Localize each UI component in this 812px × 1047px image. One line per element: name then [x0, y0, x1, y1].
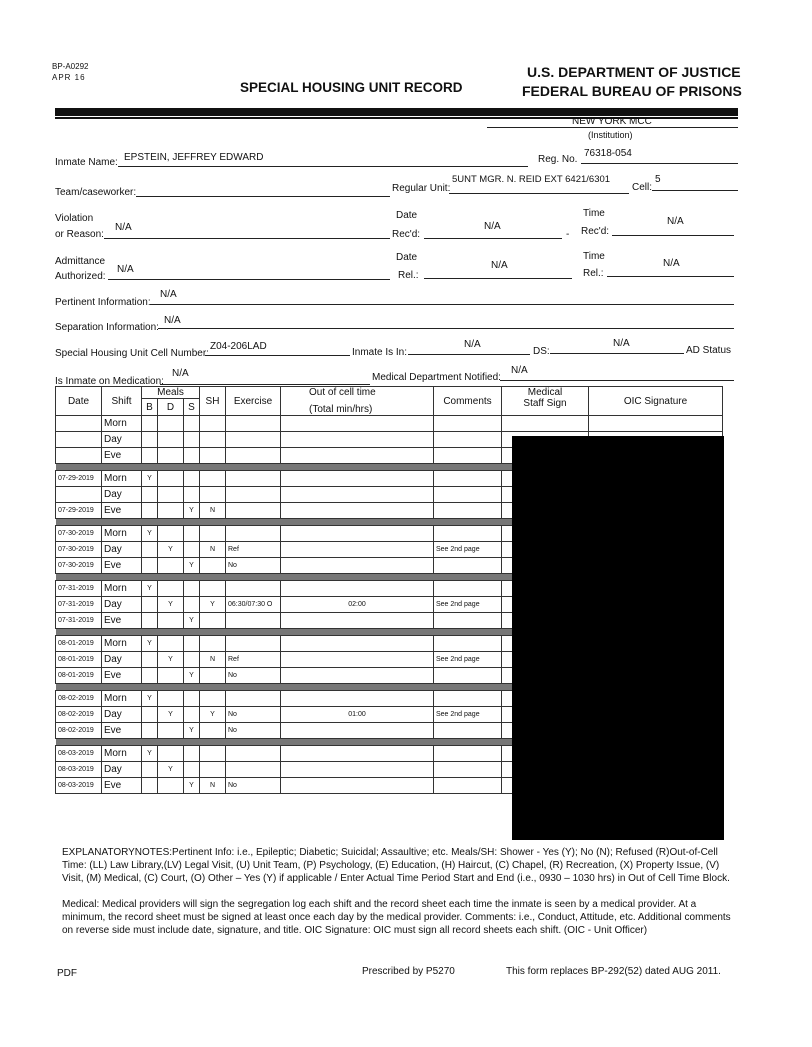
form-date: APR 16 — [52, 73, 86, 82]
cell-d — [158, 668, 184, 684]
cell-s: Y — [184, 778, 200, 794]
cell-d: Y — [158, 707, 184, 723]
cell-exercise — [226, 762, 281, 778]
cell-shift: Day — [102, 762, 142, 778]
cell-exercise — [226, 503, 281, 519]
cell-comments — [434, 503, 502, 519]
cell-exercise — [226, 471, 281, 487]
cell-sh: N — [200, 503, 226, 519]
col-meals-header: Meals — [142, 387, 200, 399]
reg-no-value: 76318-054 — [584, 148, 632, 159]
cell-d — [158, 613, 184, 629]
date-recd-line — [424, 238, 562, 239]
cell-out: 02:00 — [281, 597, 434, 613]
cell-exercise — [226, 581, 281, 597]
cell-shift: Eve — [102, 778, 142, 794]
ds-label: DS: — [533, 346, 550, 357]
cell-date: 07-29-2019 — [56, 471, 102, 487]
cell-exercise — [226, 448, 281, 464]
cell-shift: Day — [102, 597, 142, 613]
cell-date: 07-31-2019 — [56, 597, 102, 613]
cell-exercise: Ref — [226, 652, 281, 668]
cell-s — [184, 581, 200, 597]
cell-shift: Day — [102, 707, 142, 723]
cell-b — [142, 487, 158, 503]
inmate-name-value: EPSTEIN, JEFFREY EDWARD — [124, 152, 264, 163]
medical-notified-line — [500, 380, 734, 381]
cell-shift: Eve — [102, 448, 142, 464]
separation-value: N/A — [164, 315, 181, 326]
cell-b — [142, 723, 158, 739]
explanatory-notes: EXPLANATORYNOTES:Pertinent Info: i.e., Epileptic; Diabetic; Suicidal; Assaultive; etc. Meals/SH: Shower - Yes (Y); No (N); Refused (R)Out-of-Cell Time: (LL) Law Library,(LV) Legal Visit, (U) Unit Team, (P) Psychology, (E) Education, (H) Haircut, (C) Chapel, (R) Recreation, (X) Property Issue, (V) Visit, (M) Medical, (C) Court, (O) Other – Yes (Y) if applicable / Enter Actual Time Period Start and End (i.e., 0930 – 1030 hrs) in Out of Cell Time Block. — [62, 847, 730, 884]
admittance-label-2: Authorized: — [55, 271, 106, 282]
footer-replaces: This form replaces BP-292(52) dated AUG 2011. — [506, 966, 721, 977]
cell-sh: N — [200, 652, 226, 668]
cell-date — [56, 432, 102, 448]
cell-comments — [434, 432, 502, 448]
medical-header-line1: Medical — [527, 387, 563, 398]
date-recd-label: Date — [396, 210, 418, 221]
institution-label: (Institution) — [588, 130, 633, 140]
admittance-label: Admittance — [55, 256, 106, 267]
cell-comments — [434, 581, 502, 597]
inmate-is-in-label: Inmate Is In: — [352, 347, 408, 358]
cell-d: Y — [158, 597, 184, 613]
cell-d — [158, 448, 184, 464]
cell-d: Y — [158, 762, 184, 778]
date-recd-value: N/A — [484, 221, 501, 232]
cell-date: 07-30-2019 — [56, 526, 102, 542]
col-b-header: B — [142, 399, 158, 416]
cell-date — [56, 487, 102, 503]
violation-label-2: or Reason: — [55, 229, 104, 240]
cell-sh: N — [200, 778, 226, 794]
col-shift-header: Shift — [102, 387, 142, 416]
cell-sh — [200, 448, 226, 464]
cell-shift: Morn — [102, 416, 142, 432]
medication-label: Is Inmate on Medication: — [55, 376, 164, 387]
cell-date: 07-30-2019 — [56, 558, 102, 574]
time-rel-line — [607, 276, 734, 277]
cell-sh — [200, 432, 226, 448]
bureau-name: FEDERAL BUREAU OF PRISONS — [522, 83, 742, 99]
cell-s — [184, 762, 200, 778]
header-divider-bar — [55, 108, 738, 116]
institution-value: NEW YORK MCC — [572, 116, 652, 127]
out-of-cell-header-line1: Out of cell time — [309, 387, 376, 398]
shu-cell-number-value: Z04-206LAD — [210, 341, 267, 352]
cell-out: 01:00 — [281, 707, 434, 723]
cell-b — [142, 416, 158, 432]
cell-s — [184, 597, 200, 613]
cell-date: 08-02-2019 — [56, 691, 102, 707]
rel-label: Rel.: — [398, 270, 419, 281]
out-of-cell-header-line2: (Total min/hrs) — [309, 404, 373, 415]
cell-shift: Morn — [102, 746, 142, 762]
cell-out — [281, 471, 434, 487]
cell-s: Y — [184, 723, 200, 739]
shu-cell-number-line — [205, 355, 350, 356]
cell-date: 08-02-2019 — [56, 707, 102, 723]
cell-comments — [434, 746, 502, 762]
cell-shift: Eve — [102, 723, 142, 739]
violation-label: Violation — [55, 213, 94, 224]
cell-s — [184, 471, 200, 487]
cell-s — [184, 707, 200, 723]
cell-b — [142, 558, 158, 574]
cell-comments — [434, 471, 502, 487]
cell-b: Y — [142, 526, 158, 542]
col-sh-header: SH — [200, 387, 226, 416]
page-title: SPECIAL HOUSING UNIT RECORD — [240, 80, 463, 95]
cell-exercise — [226, 526, 281, 542]
cell-shift: Eve — [102, 503, 142, 519]
cell-s — [184, 636, 200, 652]
cell-comments — [434, 723, 502, 739]
inmate-name-label: Inmate Name: — [55, 157, 118, 168]
cell-sh — [200, 558, 226, 574]
ad-status-label: AD Status — [686, 345, 732, 356]
form-code: BP-A0292 — [52, 62, 89, 71]
shu-cell-number-label: Special Housing Unit Cell Number: — [55, 348, 209, 359]
medical-notified-value: N/A — [511, 365, 528, 376]
col-oic-header: OIC Signature — [589, 387, 723, 416]
cell-b: Y — [142, 746, 158, 762]
team-caseworker-line — [136, 196, 390, 197]
cell-medical — [502, 416, 589, 432]
cell-d — [158, 526, 184, 542]
inmate-is-in-value: N/A — [464, 339, 481, 350]
cell-date: 07-31-2019 — [56, 581, 102, 597]
inmate-name-line — [118, 166, 528, 167]
cell-d — [158, 581, 184, 597]
violation-line — [104, 238, 390, 239]
cell-out — [281, 636, 434, 652]
separation-line — [158, 328, 734, 329]
cell-comments — [434, 668, 502, 684]
cell-comments — [434, 526, 502, 542]
cell-date: 08-01-2019 — [56, 636, 102, 652]
cell-comments: See 2nd page — [434, 542, 502, 558]
cell-d — [158, 558, 184, 574]
cell-comments: See 2nd page — [434, 597, 502, 613]
col-d-header: D — [158, 399, 184, 416]
cell-b — [142, 448, 158, 464]
cell-b — [142, 432, 158, 448]
medication-value: N/A — [172, 368, 189, 379]
cell-out — [281, 723, 434, 739]
pertinent-label: Pertinent Information: — [55, 297, 151, 308]
cell-s: Y — [184, 503, 200, 519]
medical-notified-label: Medical Department Notified: — [372, 372, 501, 383]
cell-out — [281, 581, 434, 597]
cell-s — [184, 542, 200, 558]
cell-exercise — [226, 487, 281, 503]
inmate-is-in-line — [408, 354, 530, 355]
cell-d — [158, 691, 184, 707]
cell-shift: Eve — [102, 613, 142, 629]
cell-b — [142, 778, 158, 794]
cell-d — [158, 778, 184, 794]
cell-date: 08-02-2019 — [56, 723, 102, 739]
regular-unit-line — [449, 193, 629, 194]
cell-date: 07-30-2019 — [56, 542, 102, 558]
cell-date — [56, 448, 102, 464]
time-recd-value: N/A — [667, 216, 684, 227]
cell-d — [158, 487, 184, 503]
cell-s — [184, 487, 200, 503]
time-recd-line — [612, 235, 734, 236]
cell-d — [158, 503, 184, 519]
redaction-block — [512, 436, 724, 840]
cell-sh — [200, 471, 226, 487]
cell-s — [184, 746, 200, 762]
department-name: U.S. DEPARTMENT OF JUSTICE — [527, 64, 741, 80]
cell-d: Y — [158, 652, 184, 668]
cell-date: 08-03-2019 — [56, 746, 102, 762]
cell-comments — [434, 636, 502, 652]
cell-exercise: No — [226, 707, 281, 723]
cell-comments — [434, 691, 502, 707]
medication-line — [160, 384, 370, 385]
cell-shift: Morn — [102, 636, 142, 652]
cell-out — [281, 613, 434, 629]
rel-label-2: Rel.: — [583, 268, 604, 279]
cell-d — [158, 636, 184, 652]
pertinent-line — [150, 304, 734, 305]
violation-value: N/A — [115, 222, 132, 233]
recd-dash: - — [566, 229, 570, 240]
cell-sh — [200, 613, 226, 629]
cell-sh: Y — [200, 597, 226, 613]
cell-exercise — [226, 636, 281, 652]
regular-unit-label: Regular Unit: — [392, 183, 451, 194]
cell-comments — [434, 448, 502, 464]
ds-line — [550, 353, 684, 354]
time-recd-label: Time — [583, 208, 605, 219]
time-rel-value: N/A — [663, 258, 680, 269]
cell-sh — [200, 668, 226, 684]
cell-s — [184, 652, 200, 668]
cell-out — [281, 652, 434, 668]
admittance-line — [108, 279, 390, 280]
cell-shift: Day — [102, 542, 142, 558]
cell-shift: Morn — [102, 471, 142, 487]
cell-shift: Day — [102, 432, 142, 448]
cell-comments — [434, 487, 502, 503]
cell-sh: N — [200, 542, 226, 558]
cell-out — [281, 778, 434, 794]
cell-b — [142, 668, 158, 684]
col-s-header: S — [184, 399, 200, 416]
cell-b: Y — [142, 636, 158, 652]
cell-b: Y — [142, 691, 158, 707]
team-caseworker-label: Team/caseworker: — [55, 187, 137, 198]
cell-sh — [200, 636, 226, 652]
col-exercise-header: Exercise — [226, 387, 281, 416]
cell-shift: Day — [102, 652, 142, 668]
cell-date: 08-01-2019 — [56, 668, 102, 684]
cell-d — [158, 746, 184, 762]
date-rel-label: Date — [396, 252, 418, 263]
cell-b — [142, 762, 158, 778]
cell-out — [281, 558, 434, 574]
cell-sh: Y — [200, 707, 226, 723]
cell-exercise — [226, 746, 281, 762]
cell-out — [281, 762, 434, 778]
date-rel-value: N/A — [491, 260, 508, 271]
cell-s — [184, 416, 200, 432]
cell-date — [56, 416, 102, 432]
cell-shift: Eve — [102, 558, 142, 574]
cell-out — [281, 691, 434, 707]
footer-prescribed: Prescribed by P5270 — [362, 966, 455, 977]
cell-oic — [589, 416, 723, 432]
cell-shift: Morn — [102, 691, 142, 707]
col-out-of-cell-header — [281, 387, 434, 416]
cell-date: 08-03-2019 — [56, 762, 102, 778]
medical-header-line2: Staff Sign — [523, 398, 567, 409]
cell-exercise — [226, 613, 281, 629]
cell-date: 07-31-2019 — [56, 613, 102, 629]
cell-shift: Day — [102, 487, 142, 503]
cell-exercise — [226, 432, 281, 448]
cell-d: Y — [158, 542, 184, 558]
cell-d — [158, 416, 184, 432]
footer-pdf: PDF — [57, 968, 77, 979]
cell-value: 5 — [655, 174, 661, 185]
pertinent-value: N/A — [160, 289, 177, 300]
cell-exercise: No — [226, 668, 281, 684]
cell-out — [281, 746, 434, 762]
cell-exercise: Ref — [226, 542, 281, 558]
cell-s — [184, 432, 200, 448]
date-rel-line — [424, 278, 572, 279]
cell-comments: See 2nd page — [434, 707, 502, 723]
cell-out — [281, 487, 434, 503]
cell-b — [142, 613, 158, 629]
cell-b: Y — [142, 581, 158, 597]
cell-out — [281, 542, 434, 558]
regular-unit-value: 5UNT MGR. N. REID EXT 6421/6301 — [452, 174, 611, 185]
reg-no-line — [581, 163, 738, 164]
separation-label: Separation Information: — [55, 322, 159, 333]
cell-s — [184, 691, 200, 707]
table-row — [56, 416, 723, 432]
cell-s — [184, 448, 200, 464]
cell-date: 07-29-2019 — [56, 503, 102, 519]
cell-sh — [200, 526, 226, 542]
reg-no-label: Reg. No. — [538, 154, 578, 165]
institution-line — [487, 127, 738, 128]
cell-b — [142, 597, 158, 613]
recd-label: Rec'd: — [392, 229, 421, 240]
cell-d — [158, 432, 184, 448]
cell-label: Cell: — [632, 182, 653, 193]
col-date-header: Date — [56, 387, 102, 416]
cell-exercise: 06:30/07:30 O — [226, 597, 281, 613]
cell-s: Y — [184, 613, 200, 629]
cell-sh — [200, 487, 226, 503]
ds-value: N/A — [613, 338, 630, 349]
cell-shift: Morn — [102, 581, 142, 597]
cell-b: Y — [142, 471, 158, 487]
cell-out — [281, 526, 434, 542]
cell-sh — [200, 723, 226, 739]
cell-comments — [434, 778, 502, 794]
cell-date: 08-03-2019 — [56, 778, 102, 794]
cell-shift: Morn — [102, 526, 142, 542]
cell-exercise: No — [226, 723, 281, 739]
cell-comments — [434, 762, 502, 778]
cell-out — [281, 503, 434, 519]
cell-b — [142, 503, 158, 519]
cell-line — [652, 190, 738, 191]
cell-exercise: No — [226, 558, 281, 574]
admittance-value: N/A — [117, 264, 134, 275]
cell-sh — [200, 762, 226, 778]
cell-s: Y — [184, 558, 200, 574]
col-comments-header: Comments — [434, 387, 502, 416]
cell-exercise — [226, 691, 281, 707]
cell-s: Y — [184, 668, 200, 684]
cell-date: 08-01-2019 — [56, 652, 102, 668]
cell-out — [281, 448, 434, 464]
time-rel-label: Time — [583, 251, 605, 262]
col-medical-header — [502, 387, 589, 416]
cell-s — [184, 526, 200, 542]
cell-exercise — [226, 416, 281, 432]
cell-sh — [200, 416, 226, 432]
cell-comments — [434, 613, 502, 629]
medical-notes: Medical: Medical providers will sign the segregation log each shift and the record sheet each time the inmate is seen by a medical provider. At a minimum, the record sheet must be signed at least once each day by the medical provider. Comments: i.e., Conduct, Attitude, etc. Additional comments on reverse side must include date, signature, and title. OIC Signature: OIC must sign all record sheets each shift. (OIC - Unit Officer) — [62, 899, 731, 936]
cell-d — [158, 723, 184, 739]
cell-b — [142, 707, 158, 723]
cell-shift: Eve — [102, 668, 142, 684]
cell-d — [158, 471, 184, 487]
cell-comments — [434, 416, 502, 432]
cell-sh — [200, 581, 226, 597]
cell-out — [281, 668, 434, 684]
cell-sh — [200, 746, 226, 762]
cell-exercise: No — [226, 778, 281, 794]
cell-out — [281, 416, 434, 432]
cell-comments: See 2nd page — [434, 652, 502, 668]
cell-comments — [434, 558, 502, 574]
cell-out — [281, 432, 434, 448]
cell-b — [142, 652, 158, 668]
cell-sh — [200, 691, 226, 707]
cell-b — [142, 542, 158, 558]
time-recd-label-2: Rec'd: — [581, 226, 610, 237]
